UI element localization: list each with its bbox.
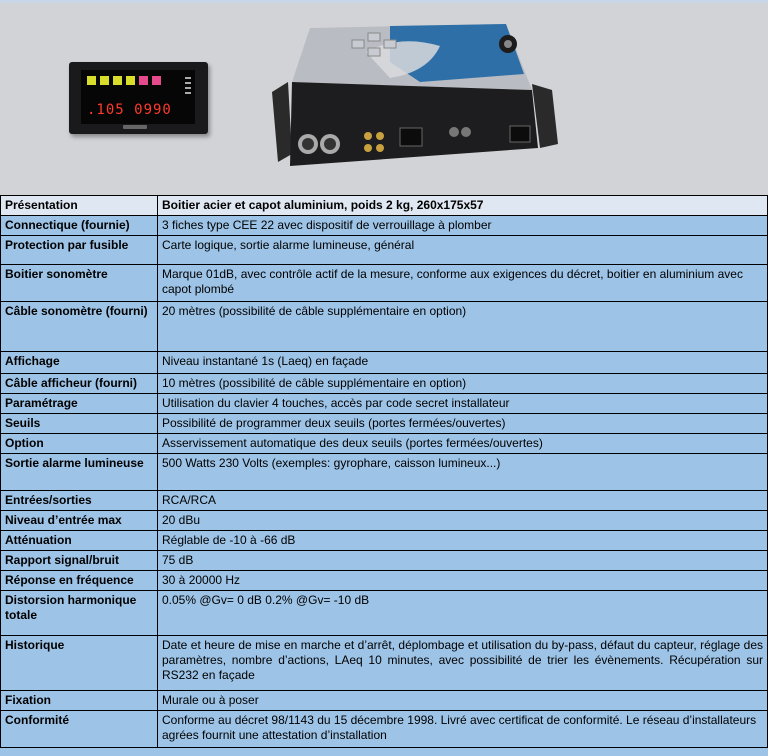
spec-label: Seuils (1, 414, 158, 434)
spec-label: Atténuation (1, 531, 158, 551)
spec-value: Boitier acier et capot aluminium, poids 2 kg, 260x175x57 (158, 196, 768, 216)
table-row (1, 394, 768, 414)
table-row (1, 434, 768, 454)
display-indicators (185, 74, 191, 100)
spec-value: Carte logique, sortie alarme lumineuse, général (158, 236, 768, 265)
led-yellow-1 (87, 76, 96, 85)
spec-value: 0.05% @Gv= 0 dB 0.2% @Gv= -10 dB (158, 591, 768, 636)
spec-value: Conforme au décret 98/1143 du 15 décembre 1998. Livré avec certificat de conformité. Le réseau d’installateurs agrées fournit une attestation d’installation (158, 711, 768, 748)
table-row (1, 511, 768, 531)
display-logo (123, 125, 147, 129)
spec-value: Marque 01dB, avec contrôle actif de la mesure, conforme aux exigences du décret, boitier en aluminium avec capot plombé (158, 265, 768, 302)
spec-label: Affichage (1, 352, 158, 374)
table-row (1, 711, 768, 748)
table-row (1, 352, 768, 374)
spec-label: Entrées/sorties (1, 491, 158, 511)
spec-label: Distorsion harmonique totale (1, 591, 158, 636)
spec-label: Câble afficheur (fourni) (1, 374, 158, 394)
spec-value: Niveau instantané 1s (Laeq) en façade (158, 352, 768, 374)
table-row (1, 531, 768, 551)
table-row (1, 414, 768, 434)
table-row (1, 302, 768, 352)
spec-value: 10 mètres (possibilité de câble supplémentaire en option) (158, 374, 768, 394)
spec-label: Boitier sonomètre (1, 265, 158, 302)
table-row (1, 551, 768, 571)
display-digits: .105 0990 (87, 102, 172, 118)
spec-label: Réponse en fréquence (1, 571, 158, 591)
table-row (1, 374, 768, 394)
led-yellow-2 (100, 76, 109, 85)
spec-value: 20 dBu (158, 511, 768, 531)
top-border-line (0, 0, 768, 3)
table-row (1, 636, 768, 691)
spec-label: Paramétrage (1, 394, 158, 414)
spec-label: Conformité (1, 711, 158, 748)
spec-label: Niveau d’entrée max (1, 511, 158, 531)
led-yellow-4 (126, 76, 135, 85)
product-photo-band (0, 0, 768, 195)
table-row (1, 691, 768, 711)
spec-table (0, 195, 768, 748)
spec-value: 3 fiches type CEE 22 avec dispositif de verrouillage à plomber (158, 216, 768, 236)
table-row (1, 196, 768, 216)
spec-value: Possibilité de programmer deux seuils (portes fermées/ouvertes) (158, 414, 768, 434)
spec-value: Date et heure de mise en marche et d’arrêt, déplombage et utilisation du by-pass, défaut du capteur, réglage des paramètres, nombre d’actions, LAeq 10 minutes, avec possibilité de trier les évènements. Récupération sur RS232 en façade (158, 636, 768, 691)
sound-limiter-unit-photo (270, 22, 570, 168)
spec-value: Murale ou à poser (158, 691, 768, 711)
spec-label: Rapport signal/bruit (1, 551, 158, 571)
spec-value: 20 mètres (possibilité de câble supplémentaire en option) (158, 302, 768, 352)
spec-label: Option (1, 434, 158, 454)
table-row (1, 491, 768, 511)
table-row (1, 236, 768, 265)
spec-label: Sortie alarme lumineuse (1, 454, 158, 491)
led-yellow-3 (113, 76, 122, 85)
spec-label: Connectique (fournie) (1, 216, 158, 236)
spec-label: Protection par fusible (1, 236, 158, 265)
table-row (1, 591, 768, 636)
spec-value: Réglable de -10 à -66 dB (158, 531, 768, 551)
led-pink-2 (152, 76, 161, 85)
spec-label: Présentation (1, 196, 158, 216)
spec-label: Fixation (1, 691, 158, 711)
table-row (1, 216, 768, 236)
spec-label: Câble sonomètre (fourni) (1, 302, 158, 352)
spec-value: RCA/RCA (158, 491, 768, 511)
display-window (81, 70, 195, 124)
table-row (1, 265, 768, 302)
led-pink-1 (139, 76, 148, 85)
spec-value: Utilisation du clavier 4 touches, accès par code secret installateur (158, 394, 768, 414)
spec-label: Historique (1, 636, 158, 691)
spec-value: 30 à 20000 Hz (158, 571, 768, 591)
display-unit-photo (69, 62, 208, 134)
table-row (1, 454, 768, 491)
spec-value: 75 dB (158, 551, 768, 571)
spec-value: Asservissement automatique des deux seuils (portes fermées/ouvertes) (158, 434, 768, 454)
spec-value: 500 Watts 230 Volts (exemples: gyrophare, caisson lumineux...) (158, 454, 768, 491)
table-row (1, 571, 768, 591)
